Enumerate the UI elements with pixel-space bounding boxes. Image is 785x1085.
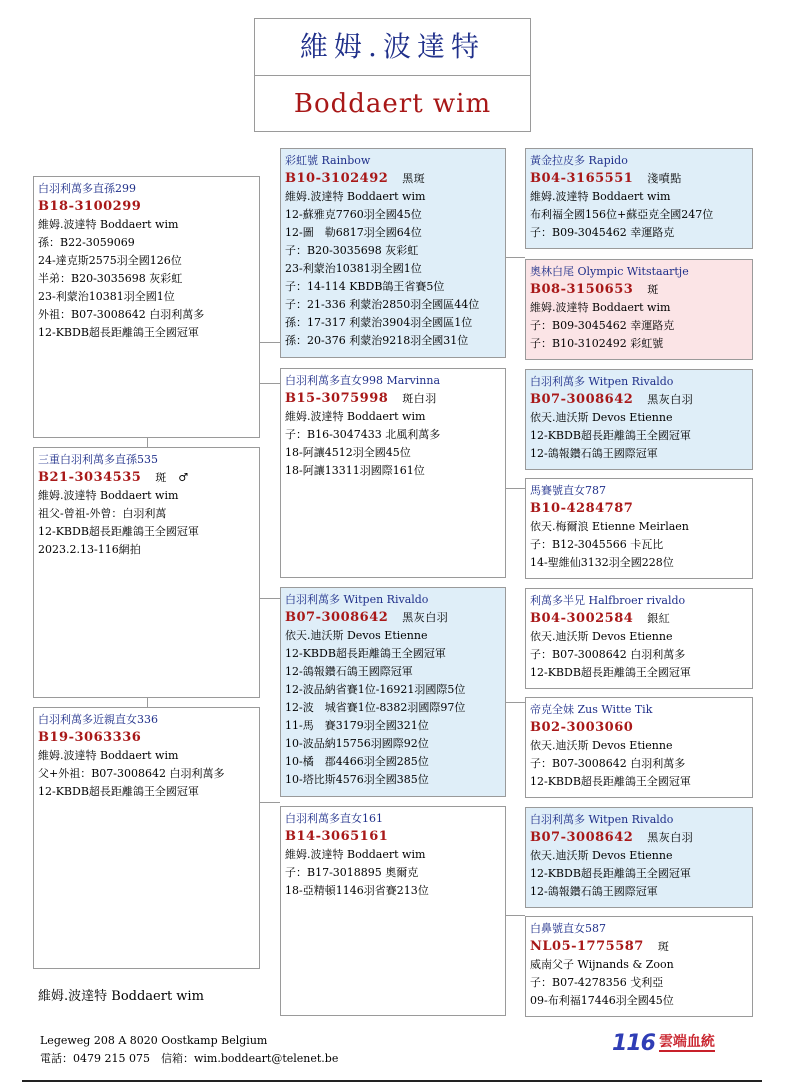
dds-card: [525, 807, 753, 908]
logo-text: 雲端血統: [658, 1034, 715, 1050]
color: 斑: [647, 283, 659, 296]
logo-number: 116: [612, 1030, 655, 1056]
info-line: 子：B16-3047433 北風利萬多: [285, 428, 441, 441]
info-line: 12-KBDB超長距離鴿王全國冠軍: [530, 775, 691, 788]
ring-line: [530, 610, 748, 628]
color: 黑灰白羽: [647, 831, 694, 844]
phone-email: 電話：0479 215 075 信箱：wim.boddeart@telenet.be: [40, 1052, 339, 1065]
card-header: 利萬多半兄 Halfbroer rivaldo: [530, 594, 686, 607]
info-line: 12-鴿報鑽石鴿王國際冠軍: [530, 885, 658, 898]
info-line: 子：B12-3045566 卡瓦比: [530, 538, 664, 551]
info-line: 12-KBDB超長距離鴿王全國冠軍: [530, 867, 691, 880]
info-line: 18-亞精頓1146羽省賽213位: [285, 884, 429, 897]
info-line: 子：B09-3045462 幸運路克: [530, 226, 675, 239]
ring-number: NL05-1775587: [530, 939, 644, 954]
info-line: 依天.迪沃斯 Devos Etienne: [285, 629, 428, 642]
sds-card: [525, 369, 753, 470]
title-english: Boddaert wim: [293, 89, 492, 119]
info-line: 維姆.波達特 Boddaert wim: [38, 749, 179, 762]
color: 斑: [657, 940, 670, 953]
ring-number: B02-3003060: [530, 720, 634, 735]
contact-info: [40, 1032, 338, 1068]
sss-card: [525, 148, 753, 249]
info-line: 24-達克斯2575羽全國126位: [38, 254, 182, 267]
color: 斑白羽: [402, 392, 437, 405]
divider: [22, 1080, 762, 1082]
info-line: 子：B07-3008642 白羽利萬多: [530, 757, 686, 770]
card-header: 白羽利萬多直女998 Marvinna: [285, 374, 441, 387]
ring-line: [530, 281, 748, 299]
card-header: 白羽利萬多近親直女336: [38, 713, 158, 726]
connector: [259, 598, 280, 599]
info-line: 父+外祖：B07-3008642 白羽利萬多: [38, 767, 225, 780]
ring-line: [530, 170, 748, 188]
logo: [612, 1030, 715, 1056]
card-header: 馬賽號直女787: [530, 484, 606, 497]
ring-number: B10-3102492: [285, 171, 389, 186]
connector: [259, 383, 280, 384]
ring-number: B10-4284787: [530, 501, 634, 516]
info-line: 依天.迪沃斯 Devos Etienne: [530, 739, 673, 752]
card-header: 帝克全妹 Zus Witte Tik: [530, 703, 653, 716]
connector: [505, 702, 525, 703]
info-line: 孫：B22-3059069: [38, 236, 135, 249]
info-line: 12-KBDB超長距離鴿王全國冠軍: [38, 326, 199, 339]
sdd-card: [525, 478, 753, 579]
ring-number: B14-3065161: [285, 829, 389, 844]
info-line: 祖父-曾祖-外曾：白羽利萬: [38, 507, 167, 520]
info-line: 孫：20-376 利蒙治9218羽全國31位: [285, 334, 469, 347]
dam-dam-card: [280, 806, 506, 1016]
ring-number: B07-3008642: [530, 830, 634, 845]
info-line: 23-利蒙治10381羽全國1位: [38, 290, 175, 303]
connector: [505, 488, 525, 489]
info-line: 依天.迪沃斯 Devos Etienne: [530, 630, 673, 643]
connector: [259, 802, 280, 803]
info-line: 依天.梅爾浪 Etienne Meirlaen: [530, 520, 689, 533]
card-header: 白羽利萬多直女161: [285, 812, 383, 825]
connector: [505, 915, 525, 916]
info-line: 子：B07-4278356 戈利亞: [530, 976, 664, 989]
card-header: 黃金拉皮多 Rapido: [530, 154, 628, 167]
ring-number: B07-3008642: [530, 392, 634, 407]
info-line: 12-KBDB超長距離鴿王全國冠軍: [38, 525, 199, 538]
ring-line: [530, 829, 748, 847]
info-line: 維姆.波達特 Boddaert wim: [285, 190, 426, 203]
dss-card: [525, 588, 753, 689]
ring-number: B15-3075998: [285, 391, 389, 406]
info-line: 12-KBDB超長距離鴿王全國冠軍: [530, 429, 691, 442]
pedigree-title: [254, 18, 531, 132]
dam-card: [33, 707, 260, 969]
ring-line: [530, 938, 748, 956]
info-line: 10-橘 郡4466羽全國285位: [285, 755, 429, 768]
ring-number: B19-3063336: [38, 730, 142, 745]
info-line: 維姆.波達特 Boddaert wim: [285, 410, 426, 423]
info-line: 子：B09-3045462 幸運路克: [530, 319, 675, 332]
info-line: 18-阿讓4512羽全國45位: [285, 446, 411, 459]
card-header: 白羽利萬多 Witpen Rivaldo: [530, 375, 674, 388]
connector: [259, 342, 280, 343]
ring-number: B18-3100299: [38, 199, 142, 214]
info-line: 12-KBDB超長距離鴿王全國冠軍: [285, 647, 446, 660]
info-line: 2023.2.13-116網拍: [38, 543, 141, 556]
connector: [147, 697, 148, 707]
info-line: 23-利蒙治10381羽全國1位: [285, 262, 422, 275]
info-line: 維姆.波達特 Boddaert wim: [38, 218, 179, 231]
info-line: 子：21-336 利蒙治2850羽全國區44位: [285, 298, 480, 311]
connector: [147, 437, 148, 447]
info-line: 12-鴿報鑽石鴿王國際冠軍: [285, 665, 413, 678]
dam-sire-card: [280, 587, 506, 797]
info-line: 12-鴿報鑽石鴿王國際冠軍: [530, 447, 658, 460]
sire-card: [33, 447, 260, 698]
info-line: 維姆.波達特 Boddaert wim: [530, 301, 671, 314]
info-line: 12-圖 勒6817羽全國64位: [285, 226, 422, 239]
address: Legeweg 208 A 8020 Oostkamp Belgium: [40, 1034, 268, 1047]
info-line: 14-聖維仙3132羽全國228位: [530, 556, 674, 569]
color: 銀紅: [647, 612, 671, 625]
ring-number: B08-3150653: [530, 282, 634, 297]
info-line: 12-蘇雅克7760羽全國45位: [285, 208, 422, 221]
color: 黑灰白羽: [647, 393, 694, 406]
card-header: 白羽利萬多 Witpen Rivaldo: [285, 593, 429, 606]
ring-line: [38, 469, 255, 487]
sire-dam-card: [280, 368, 506, 578]
color: 淺噴點: [647, 172, 682, 185]
info-line: 10-波品納15756羽國際92位: [285, 737, 429, 750]
ring-line: [285, 170, 501, 188]
info-line: 12-波 城省賽1位-8382羽國際97位: [285, 701, 466, 714]
info-line: 子：B10-3102492 彩虹號: [530, 337, 664, 350]
owner-name: 維姆.波達特 Boddaert wim: [38, 989, 204, 1004]
info-line: 10-塔比斯4576羽全國385位: [285, 773, 429, 786]
ring-number: B07-3008642: [285, 610, 389, 625]
ring-number: B04-3002584: [530, 611, 634, 626]
info-line: 維姆.波達特 Boddaert wim: [38, 489, 179, 502]
title-chinese: 維姆.波達特: [255, 19, 530, 76]
sire-sire-card: [280, 148, 506, 358]
dsd-card: [525, 697, 753, 798]
color: 黑斑: [402, 172, 426, 185]
card-header: 白鼻號直女587: [530, 922, 606, 935]
info-line: 依天.迪沃斯 Devos Etienne: [530, 411, 673, 424]
info-line: 12-KBDB超長距離鴿王全國冠軍: [38, 785, 199, 798]
ring-number: B21-3034535: [38, 470, 142, 485]
ring-number: B04-3165551: [530, 171, 634, 186]
info-line: 子：B20-3035698 灰彩虹: [285, 244, 419, 257]
subject-card: [33, 176, 260, 438]
info-line: 半弟：B20-3035698 灰彩虹: [38, 272, 183, 285]
info-line: 維姆.波達特 Boddaert wim: [530, 190, 671, 203]
ring-line: [285, 609, 501, 627]
info-line: 依天.迪沃斯 Devos Etienne: [530, 849, 673, 862]
info-line: 子：B07-3008642 白羽利萬多: [530, 648, 686, 661]
color-sex: 斑 ♂: [155, 471, 189, 484]
card-header: 三重白羽利萬多直孫535: [38, 453, 158, 466]
card-header: 白羽利萬多直孫299: [38, 182, 136, 195]
card-header: 奧林白尾 Olympic Witstaartje: [530, 265, 689, 278]
ring-line: [285, 390, 501, 408]
info-line: 12-KBDB超長距離鴿王全國冠軍: [530, 666, 691, 679]
info-line: 維姆.波達特 Boddaert wim: [285, 848, 426, 861]
connector: [505, 257, 525, 258]
info-line: 11-馬 賽3179羽全國321位: [285, 719, 429, 732]
info-line: 12-波品納省賽1位-16921羽國際5位: [285, 683, 466, 696]
info-line: 孫：17-317 利蒙治3904羽全國區1位: [285, 316, 473, 329]
card-header: 彩虹號 Rainbow: [285, 154, 371, 167]
info-line: 外祖：B07-3008642 白羽利萬多: [38, 308, 205, 321]
ddd-card: [525, 916, 753, 1017]
info-line: 18-阿讓13311羽國際161位: [285, 464, 425, 477]
card-header: 白羽利萬多 Witpen Rivaldo: [530, 813, 674, 826]
info-line: 布利福全國156位+蘇亞克全國247位: [530, 208, 714, 221]
info-line: 子：B17-3018895 奧爾克: [285, 866, 419, 879]
color: 黑灰白羽: [402, 611, 449, 624]
info-line: 子：14-114 KBDB鴿王省賽5位: [285, 280, 445, 293]
info-line: 09-布利福17446羽全國45位: [530, 994, 674, 1007]
ring-line: [530, 391, 748, 409]
info-line: 威南父子 Wijnands & Zoon: [530, 958, 674, 971]
ssd-card: [525, 259, 753, 360]
